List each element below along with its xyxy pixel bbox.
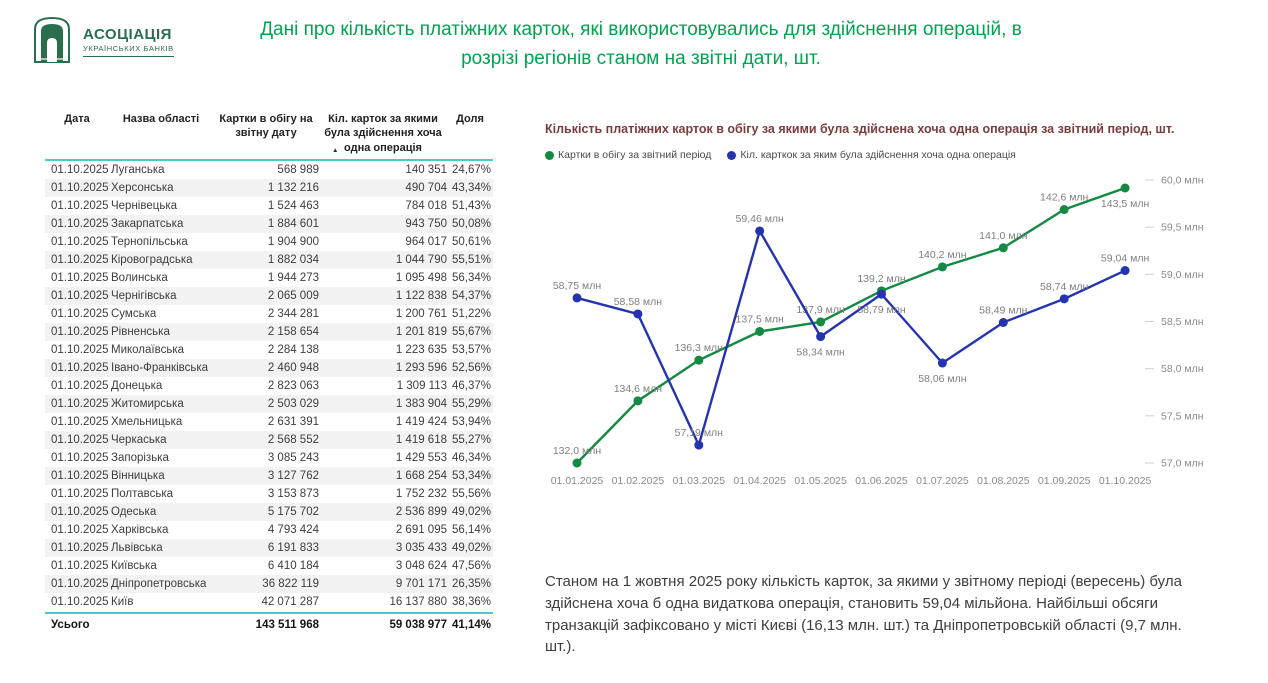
cell-active: 1 419 618	[395, 433, 447, 446]
table-row[interactable]	[45, 161, 493, 179]
cell-date: 01.10.2025	[51, 289, 109, 302]
cell-region: Луганська	[111, 163, 165, 176]
cell-share: 54,37%	[451, 289, 491, 302]
cell-date: 01.10.2025	[51, 217, 109, 230]
data-point-label: 59,46 млн	[735, 212, 784, 225]
cell-active: 1 429 553	[395, 451, 447, 464]
cell-region: Волинська	[111, 271, 168, 284]
cell-active: 2 536 899	[395, 505, 447, 518]
cell-region: Івано-Франківська	[111, 361, 209, 374]
data-point[interactable]	[816, 332, 825, 341]
total-cards-value: 143 511 968	[255, 618, 319, 631]
cell-date: 01.10.2025	[51, 181, 109, 194]
data-point[interactable]	[755, 327, 764, 336]
cell-date: 01.10.2025	[51, 397, 109, 410]
x-axis-tick-label: 01.03.2025	[672, 475, 726, 487]
cell-active: 1 200 761	[395, 307, 447, 320]
cell-date: 01.10.2025	[51, 577, 109, 590]
cell-active: 1 293 596	[395, 361, 447, 374]
page-title: Дані про кількість платіжних карток, які використовувались для здійснення операцій, в розрізі регіонів станом на звітні дати, шт.	[260, 19, 1022, 69]
cell-region: Кіровоградська	[111, 253, 193, 266]
cell-cards: 6 191 833	[267, 541, 319, 554]
cell-region: Запорізька	[111, 451, 169, 464]
cell-region: Київська	[111, 559, 157, 572]
green-series-dot-icon	[545, 151, 554, 160]
cell-active: 1 752 232	[395, 487, 447, 500]
cell-cards: 1 132 216	[267, 181, 319, 194]
data-point-label: 137,9 млн	[796, 303, 845, 316]
cell-cards: 5 175 702	[267, 505, 319, 518]
cell-date: 01.10.2025	[51, 235, 109, 248]
table-header-row	[45, 112, 493, 161]
cell-active: 1 201 819	[395, 325, 447, 338]
data-point[interactable]	[1121, 184, 1130, 193]
logo-subtitle: УКРАЇНСЬКИХ БАНКІВ	[83, 44, 174, 53]
cell-active: 1 668 254	[395, 469, 447, 482]
x-axis-tick-label: 01.09.2025	[1037, 475, 1091, 487]
cell-date: 01.10.2025	[51, 487, 109, 500]
cell-cards: 1 904 900	[267, 235, 319, 248]
cell-date: 01.10.2025	[51, 325, 109, 338]
cell-date: 01.10.2025	[51, 469, 109, 482]
cell-active: 1 044 790	[395, 253, 447, 266]
cell-active: 9 701 171	[395, 577, 447, 590]
data-point[interactable]	[1060, 205, 1069, 214]
data-point-label: 134,6 млн	[613, 382, 663, 395]
cell-share: 24,67%	[451, 163, 491, 176]
data-point-label: 57,19 млн	[674, 427, 723, 440]
cell-cards: 2 823 063	[267, 379, 319, 392]
data-point-label: 141,0 млн	[979, 229, 1028, 242]
cell-share: 50,61%	[451, 235, 491, 248]
regions-table	[45, 112, 493, 636]
table-row[interactable]	[45, 575, 493, 593]
data-point[interactable]	[633, 396, 642, 405]
cell-active: 1 122 838	[395, 289, 447, 302]
column-header-active-cards-label: Кіл. карток за якими була здійснення хоча одна операція	[324, 113, 442, 154]
cell-cards: 2 568 552	[267, 433, 319, 446]
cell-active: 964 017	[405, 235, 447, 248]
cell-date: 01.10.2025	[51, 271, 109, 284]
cell-share: 56,14%	[451, 523, 491, 536]
cell-date: 01.10.2025	[51, 559, 109, 572]
table-row[interactable]	[45, 557, 493, 575]
legend-item-cards-in-circulation[interactable]	[545, 149, 711, 161]
cell-share: 26,35%	[451, 577, 491, 590]
x-axis-tick-label: 01.02.2025	[611, 475, 665, 487]
column-header-region[interactable]: Назва області	[122, 113, 200, 125]
data-point[interactable]	[755, 226, 764, 235]
data-point-label: 58,74 млн	[1040, 280, 1089, 293]
association-logo	[30, 14, 174, 69]
table-row[interactable]	[45, 503, 493, 521]
cell-active: 1 383 904	[395, 397, 447, 410]
x-axis-tick-label: 01.06.2025	[855, 475, 908, 487]
data-point[interactable]	[999, 243, 1008, 252]
cell-cards: 2 631 391	[267, 415, 319, 428]
data-point-label: 58,79 млн	[857, 304, 906, 317]
line-chart[interactable]	[545, 168, 1245, 498]
blue-series-dot-icon	[727, 151, 736, 160]
cell-share: 47,56%	[451, 559, 491, 572]
cell-active: 943 750	[405, 217, 447, 230]
cell-region: Чернівецька	[111, 199, 177, 212]
data-point[interactable]	[938, 359, 947, 368]
table-row[interactable]	[45, 395, 493, 413]
table-row[interactable]	[45, 431, 493, 449]
data-point-label: 59,04 млн	[1100, 252, 1150, 265]
table-row[interactable]	[45, 539, 493, 557]
cell-date: 01.10.2025	[51, 199, 109, 212]
cell-cards: 1 884 601	[267, 217, 319, 230]
y-axis-tick-label: 58,5 млн	[1161, 316, 1204, 328]
data-point-label: 58,06 млн	[918, 373, 967, 386]
cell-cards: 2 344 281	[267, 307, 319, 320]
cell-cards: 568 989	[277, 163, 319, 176]
legend-label: Кіл. карткок за яким була здійснення хоча одна операція	[740, 149, 1016, 161]
cell-cards: 1 944 273	[267, 271, 319, 284]
y-axis-tick-label: 59,5 млн	[1161, 221, 1204, 234]
table-row[interactable]	[45, 323, 493, 341]
total-share-value: 41,14%	[451, 618, 491, 631]
bank-arch-emblem-icon	[30, 14, 74, 69]
cell-active: 3 035 433	[395, 541, 447, 554]
y-axis-tick-label: 59,0 млн	[1161, 268, 1204, 281]
cell-active: 1 223 635	[395, 343, 447, 356]
table-row[interactable]	[45, 269, 493, 287]
data-point-label: 58,34 млн	[796, 346, 845, 359]
cell-active: 140 351	[405, 163, 447, 176]
cell-share: 38,36%	[451, 595, 491, 608]
total-active-value: 59 038 977	[389, 618, 447, 631]
legend-label: Картки в обігу за звітний період	[558, 149, 712, 161]
cell-date: 01.10.2025	[51, 253, 109, 266]
data-point-label: 139,2 млн	[857, 272, 906, 285]
table-row[interactable]	[45, 305, 493, 323]
cell-region: Сумська	[111, 307, 157, 320]
cell-date: 01.10.2025	[51, 595, 109, 608]
table-row[interactable]	[45, 521, 493, 539]
cell-active: 490 704	[405, 181, 447, 194]
logo-title: АСОЦІАЦІЯ	[83, 26, 172, 43]
cell-date: 01.10.2025	[51, 433, 109, 446]
cell-cards: 36 822 119	[262, 577, 319, 590]
cell-region: Вінницька	[111, 469, 165, 482]
cell-share: 52,56%	[451, 361, 491, 374]
x-axis-tick-label: 01.08.2025	[977, 475, 1030, 487]
table-row[interactable]	[45, 467, 493, 485]
cell-region: Тернопільська	[111, 235, 188, 248]
table-row[interactable]	[45, 413, 493, 431]
column-header-active-cards[interactable]	[319, 112, 447, 155]
chart-legend	[545, 149, 1016, 161]
cell-date: 01.10.2025	[51, 361, 109, 374]
cell-date: 01.10.2025	[51, 343, 109, 356]
cell-share: 53,57%	[451, 343, 491, 356]
cell-active: 1 419 424	[395, 415, 447, 428]
table-row[interactable]	[45, 485, 493, 503]
cell-share: 50,08%	[451, 217, 491, 230]
data-point-label: 142,6 млн	[1040, 191, 1089, 204]
x-axis-tick-label: 01.07.2025	[916, 475, 969, 487]
cell-region: Житомирська	[111, 397, 184, 410]
summary-text: Станом на 1 жовтня 2025 року кількість карток, за якими у звітному періоді (вересень) була здійснена хоча б одна видаткова операція, становить 59,04 мільйона. Найбільші обсяги транзакцій зафіксовано у місті Києві (16,13 млн. шт.) та Дніпропетровській області (9,7 млн. шт.).	[545, 573, 1182, 656]
data-point-label: 143,5 млн	[1100, 198, 1150, 210]
table-row[interactable]	[45, 341, 493, 359]
cell-share: 56,34%	[451, 271, 491, 284]
cell-date: 01.10.2025	[51, 307, 109, 320]
series-line	[577, 231, 1125, 445]
x-axis-tick-label: 01.10.2025	[1098, 475, 1152, 487]
cell-active: 784 018	[405, 199, 447, 212]
total-label: Усього	[51, 618, 90, 631]
data-point-label: 58,49 млн	[979, 304, 1028, 317]
data-point-label: 132,0 млн	[552, 445, 602, 457]
cell-region: Черкаська	[111, 433, 167, 446]
column-header-date[interactable]: Дата	[64, 113, 90, 125]
table-row[interactable]	[45, 179, 493, 197]
data-point[interactable]	[633, 309, 642, 318]
cell-date: 01.10.2025	[51, 505, 109, 518]
table-row[interactable]	[45, 287, 493, 305]
cell-region: Хмельницька	[111, 415, 183, 428]
cell-share: 55,56%	[451, 487, 491, 500]
cell-share: 55,27%	[451, 433, 491, 446]
series-line	[577, 188, 1125, 463]
cell-region: Закарпатська	[111, 217, 184, 230]
cell-share: 55,67%	[451, 325, 491, 338]
cell-share: 53,94%	[451, 415, 491, 428]
table-total-row	[45, 612, 493, 636]
data-point[interactable]	[573, 459, 582, 468]
data-point-label: 140,2 млн	[918, 248, 967, 261]
data-point[interactable]	[573, 293, 582, 302]
cell-share: 49,02%	[451, 541, 491, 554]
cell-region: Миколаївська	[111, 343, 185, 356]
cell-region: Львівська	[111, 541, 163, 554]
table-row[interactable]	[45, 593, 493, 611]
cell-cards: 3 127 762	[267, 469, 319, 482]
cell-active: 2 691 095	[395, 523, 447, 536]
cell-cards: 2 284 138	[267, 343, 319, 356]
column-header-share[interactable]: Доля	[456, 113, 484, 125]
data-point[interactable]	[816, 317, 825, 326]
data-point[interactable]	[999, 318, 1008, 327]
cell-region: Київ	[111, 595, 134, 608]
x-axis-tick-label: 01.01.2025	[550, 475, 604, 487]
cell-share: 51,22%	[451, 307, 491, 320]
legend-item-active-cards[interactable]	[727, 149, 1015, 161]
table-row[interactable]	[45, 251, 493, 269]
table-row[interactable]	[45, 359, 493, 377]
sort-ascending-icon[interactable]: ▲	[332, 147, 339, 155]
data-point[interactable]	[877, 290, 886, 299]
cell-cards: 2 065 009	[267, 289, 319, 302]
table-row[interactable]	[45, 215, 493, 233]
y-axis-tick-label: 57,5 млн	[1161, 410, 1204, 423]
cell-region: Херсонська	[111, 181, 174, 194]
cell-active: 16 137 880	[389, 595, 447, 608]
data-point[interactable]	[938, 262, 947, 271]
cell-share: 43,34%	[451, 181, 491, 194]
cell-cards: 2 158 654	[267, 325, 319, 338]
table-row[interactable]	[45, 197, 493, 215]
cell-share: 49,02%	[451, 505, 491, 518]
cell-cards: 2 503 029	[267, 397, 319, 410]
chart-title: Кількість платіжних карток в обігу за якими була здійснена хоча одна операція за звітний період, шт.	[545, 122, 1175, 136]
data-point-label: 58,75 млн	[552, 279, 602, 292]
cell-date: 01.10.2025	[51, 379, 109, 392]
data-point[interactable]	[694, 441, 703, 450]
cell-region: Дніпропетровська	[111, 577, 207, 590]
cell-region: Донецька	[111, 379, 163, 392]
cell-date: 01.10.2025	[51, 163, 109, 176]
data-point[interactable]	[1060, 294, 1069, 303]
cell-active: 3 048 624	[395, 559, 447, 572]
data-point[interactable]	[694, 356, 703, 365]
cell-active: 1 095 498	[395, 271, 447, 284]
cell-cards: 4 793 424	[267, 523, 319, 536]
x-axis-tick-label: 01.05.2025	[794, 475, 847, 487]
x-axis-tick-label: 01.04.2025	[733, 475, 786, 487]
cell-share: 46,34%	[451, 451, 491, 464]
cell-region: Полтавська	[111, 487, 174, 500]
cell-cards: 2 460 948	[267, 361, 319, 374]
table-row[interactable]	[45, 377, 493, 395]
data-point-label: 136,3 млн	[674, 342, 723, 355]
cell-date: 01.10.2025	[51, 415, 109, 428]
data-point-label: 137,5 млн	[735, 313, 784, 326]
cell-date: 01.10.2025	[51, 451, 109, 464]
cell-region: Харківська	[111, 523, 169, 536]
cell-share: 46,37%	[451, 379, 491, 392]
cell-cards: 1 524 463	[267, 199, 319, 212]
data-point[interactable]	[1121, 266, 1130, 275]
cell-share: 55,29%	[451, 397, 491, 410]
table-row[interactable]	[45, 233, 493, 251]
cell-share: 55,51%	[451, 253, 491, 266]
y-axis-tick-label: 58,0 млн	[1161, 363, 1204, 376]
cell-active: 1 309 113	[396, 379, 447, 392]
cell-cards: 42 071 287	[261, 595, 319, 608]
cell-cards: 3 085 243	[267, 451, 319, 464]
cell-region: Чернігівська	[111, 289, 177, 302]
y-axis-tick-label: 57,0 млн	[1161, 457, 1204, 470]
cell-date: 01.10.2025	[51, 523, 109, 536]
cell-cards: 3 153 873	[267, 487, 319, 500]
cell-cards: 6 410 184	[267, 559, 319, 572]
table-row[interactable]	[45, 449, 493, 467]
cell-cards: 1 882 034	[267, 253, 319, 266]
cell-share: 51,43%	[451, 199, 491, 212]
table-body	[45, 161, 493, 611]
data-point-label: 58,58 млн	[613, 295, 663, 308]
cell-region: Рівненська	[111, 325, 170, 338]
cell-date: 01.10.2025	[51, 541, 109, 554]
cell-region: Одеська	[111, 505, 157, 518]
cell-share: 53,34%	[451, 469, 491, 482]
column-header-cards-in-circulation[interactable]: Картки в обігу на звітну дату	[219, 113, 313, 140]
y-axis-tick-label: 60,0 млн	[1161, 174, 1204, 187]
